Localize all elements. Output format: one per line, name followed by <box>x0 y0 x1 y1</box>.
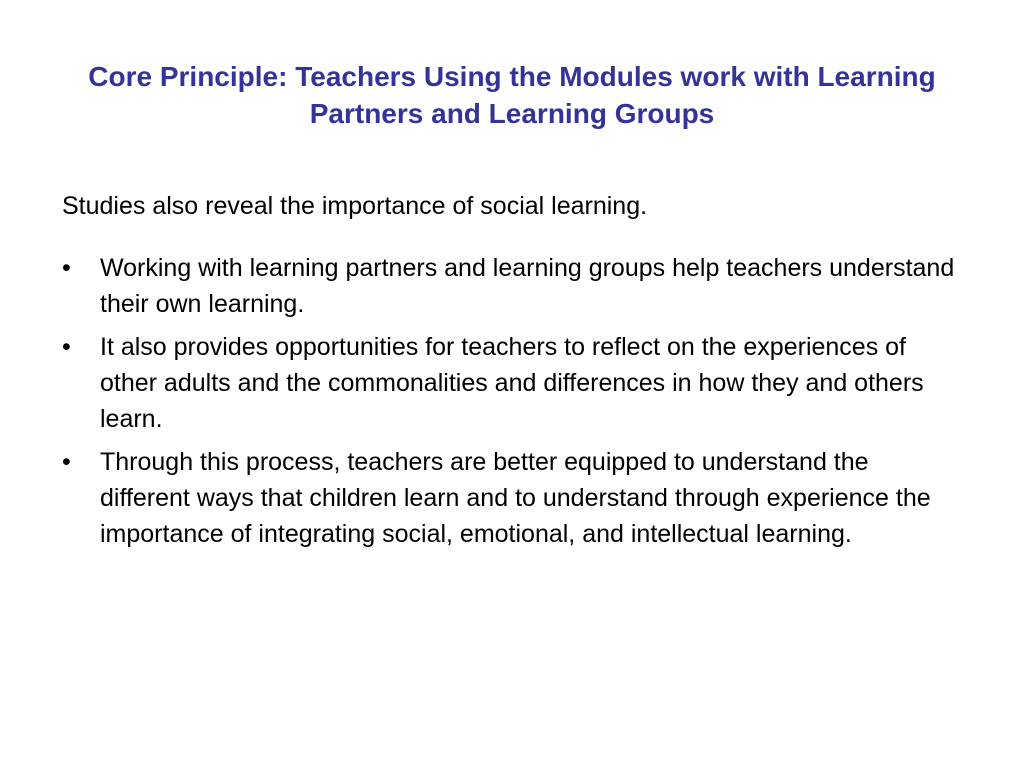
intro-text: Studies also reveal the importance of social learning. <box>62 192 648 220</box>
bullet-icon: • <box>62 448 71 476</box>
bullet-text: Through this process, teachers are better equipped to understand the different ways that children learn and to understand through experience the importance of integrating social, emotional, and intellectual learning. <box>100 448 931 548</box>
bullet-item <box>62 250 962 322</box>
bullet-icon: • <box>62 333 71 361</box>
bullet-list <box>62 250 962 559</box>
bullet-text: It also provides opportunities for teachers to reflect on the experiences of other adults and the commonalities and differences in how they and others learn. <box>100 333 924 433</box>
slide-title: Core Principle: Teachers Using the Modules work with Learning Partners and Learning Groups <box>88 61 936 129</box>
bullet-item <box>62 329 962 437</box>
bullet-text: Working with learning partners and learning groups help teachers understand their own learning. <box>100 254 955 318</box>
bullet-item <box>62 444 962 552</box>
bullet-icon: • <box>62 254 71 282</box>
